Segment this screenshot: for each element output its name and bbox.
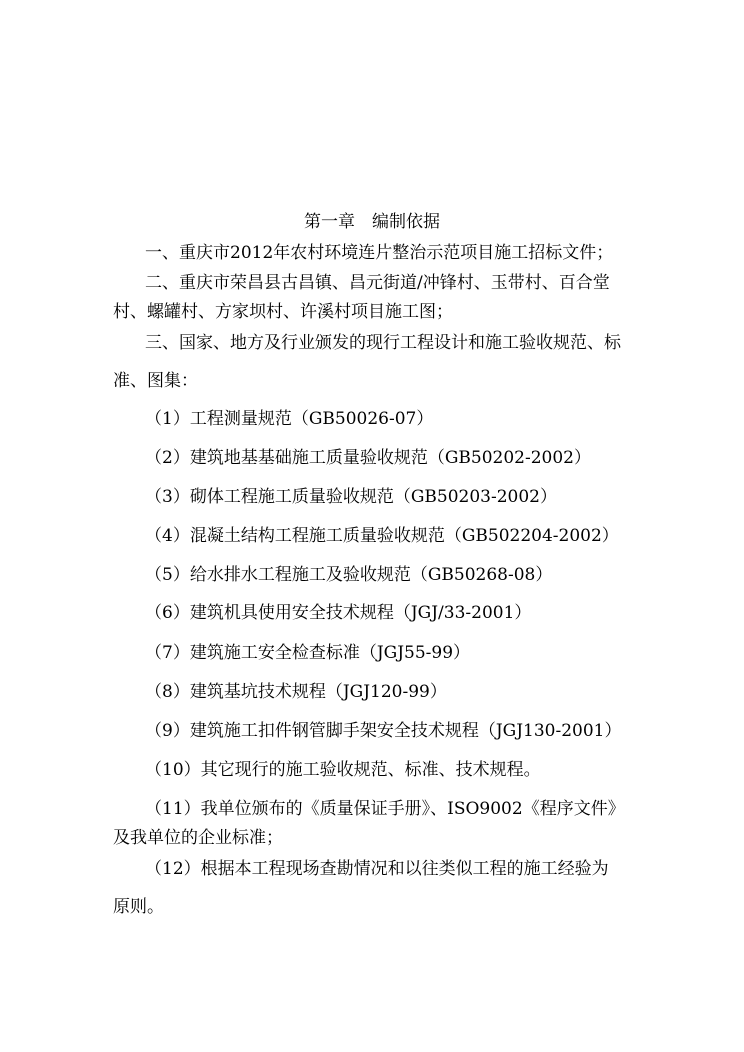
standard-item-2: （2）建筑地基基础施工质量验收规范（GB50202-2002）: [145, 448, 591, 468]
standard-item-12-line2: 原则。: [113, 897, 164, 917]
standard-item-4: （4）混凝土结构工程施工质量验收规范（GB502204-2002）: [145, 526, 619, 546]
standard-item-9: （9）建筑施工扣件钢管脚手架安全技术规程（JGJ130-2001）: [145, 721, 622, 741]
standard-item-11-line1: （11）我单位颁布的《质量保证手册》、ISO9002《程序文件》: [145, 799, 625, 819]
standard-item-7: （7）建筑施工安全检查标准（JGJ55-99）: [145, 643, 471, 663]
basis-item-2-line2: 村、螺罐村、方家坝村、许溪村项目施工图；: [113, 302, 453, 322]
basis-item-2-line1: 二、重庆市荣昌县古昌镇、昌元街道/冲锋村、玉带村、百合堂: [145, 273, 610, 293]
chapter-title: 第一章 编制依据: [304, 212, 440, 232]
standard-item-1: （1）工程测量规范（GB50026-07）: [145, 409, 434, 429]
standard-item-10: （10）其它现行的施工验收规范、标准、技术规程。: [145, 760, 541, 780]
standard-item-5: （5）给水排水工程施工及验收规范（GB50268-08）: [145, 565, 553, 585]
basis-item-3-line1: 三、国家、地方及行业颁发的现行工程设计和施工验收规范、标: [145, 333, 621, 353]
standard-item-12-line1: （12）根据本工程现场查勘情况和以往类似工程的施工经验为: [145, 859, 609, 879]
basis-item-3-line2: 准、图集：: [113, 371, 198, 391]
standard-item-11-line2: 及我单位的企业标准；: [113, 828, 283, 848]
basis-item-1: 一、重庆市2012年农村环境连片整治示范项目施工招标文件；: [145, 243, 614, 263]
standard-item-3: （3）砌体工程施工质量验收规范（GB50203-2002）: [145, 487, 557, 507]
standard-item-6: （6）建筑机具使用安全技术规程（JGJ/33-2001）: [145, 603, 532, 623]
standard-item-8: （8）建筑基坑技术规程（JGJ120-99）: [145, 682, 447, 702]
